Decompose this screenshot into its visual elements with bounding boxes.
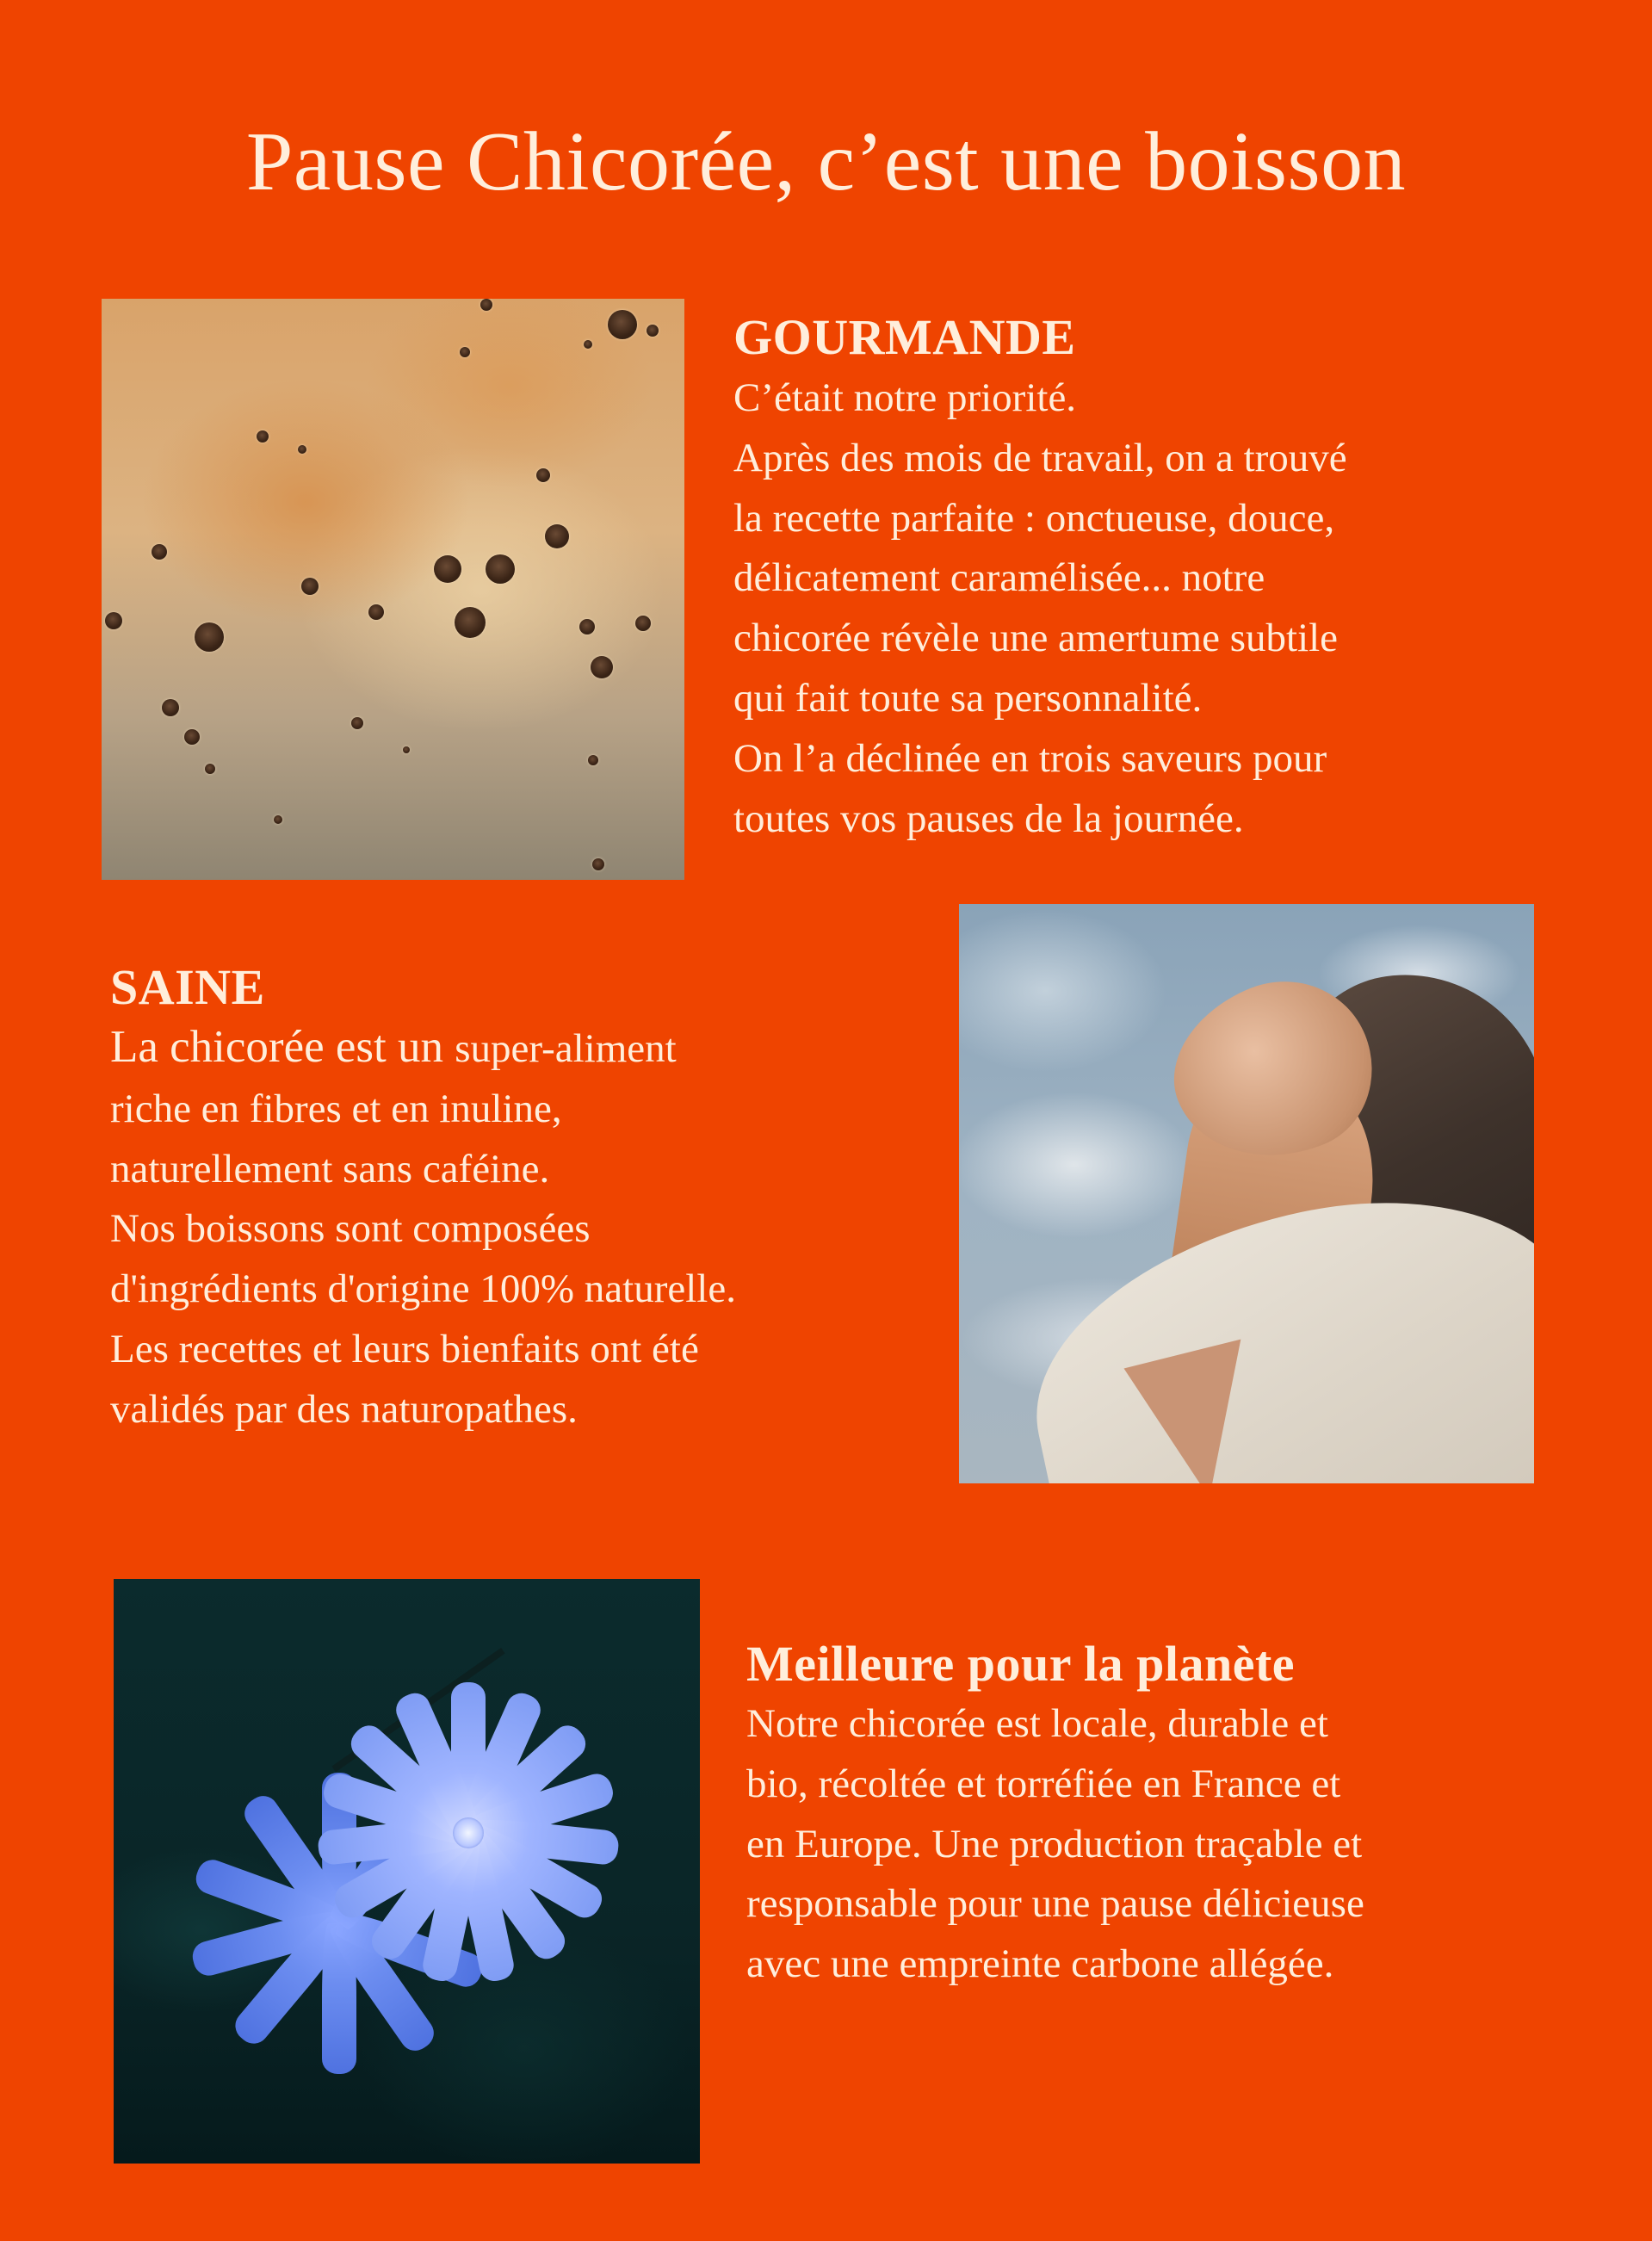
chicory-flower-photo xyxy=(114,1579,700,2164)
body-line: délicatement caramélisée... notre xyxy=(733,555,1265,601)
body-line: bio, récoltée et torréfiée en France et xyxy=(746,1761,1341,1806)
body-line: responsable pour une pause délicieuse xyxy=(746,1881,1364,1927)
body-line: Nos boissons sont composées xyxy=(110,1206,591,1252)
section-heading: GOURMANDE xyxy=(733,309,1076,365)
body-line: naturellement sans caféine. xyxy=(110,1146,550,1192)
page-title: Pause Chicorée, c’est une boisson xyxy=(245,115,1407,208)
section-saine xyxy=(110,957,736,1440)
body-tail-text: super-aliment xyxy=(455,1026,677,1071)
body-line: la recette parfaite : onctueuse, douce, xyxy=(733,495,1335,541)
body-line: avec une empreinte carbone allégée. xyxy=(746,1941,1334,1987)
section-gourmande xyxy=(733,307,1347,849)
body-line: qui fait toute sa personnalité. xyxy=(733,675,1203,721)
body-line: en Europe. Une production traçable et xyxy=(746,1821,1363,1866)
body-line: d'ingrédients d'origine 100% naturelle. xyxy=(110,1266,736,1312)
body-line: C’était notre priorité. xyxy=(733,375,1077,420)
body-line: Après des mois de travail, on a trouvé xyxy=(733,435,1347,480)
body-line: toutes vos pauses de la journée. xyxy=(733,795,1244,841)
body-line: On l’a déclinée en trois saveurs pour xyxy=(733,735,1327,781)
body-line: Les recettes et leurs bienfaits ont été xyxy=(110,1326,699,1371)
body-line: validés par des naturopathes. xyxy=(110,1386,578,1432)
coffee-foam-photo xyxy=(102,299,684,880)
section-heading: Meilleure pour la planète xyxy=(746,1636,1296,1692)
body-line-first xyxy=(110,1018,736,1080)
woman-sky-photo xyxy=(959,904,1534,1483)
section-heading: SAINE xyxy=(110,959,265,1015)
body-line: Notre chicorée est locale, durable et xyxy=(746,1701,1328,1746)
body-line: chicorée révèle une amertume subtile xyxy=(733,616,1339,661)
body-line: riche en fibres et en inuline, xyxy=(110,1086,562,1131)
section-planet xyxy=(746,1634,1364,1995)
body-lead-text: La chicorée est un xyxy=(110,1022,455,1072)
